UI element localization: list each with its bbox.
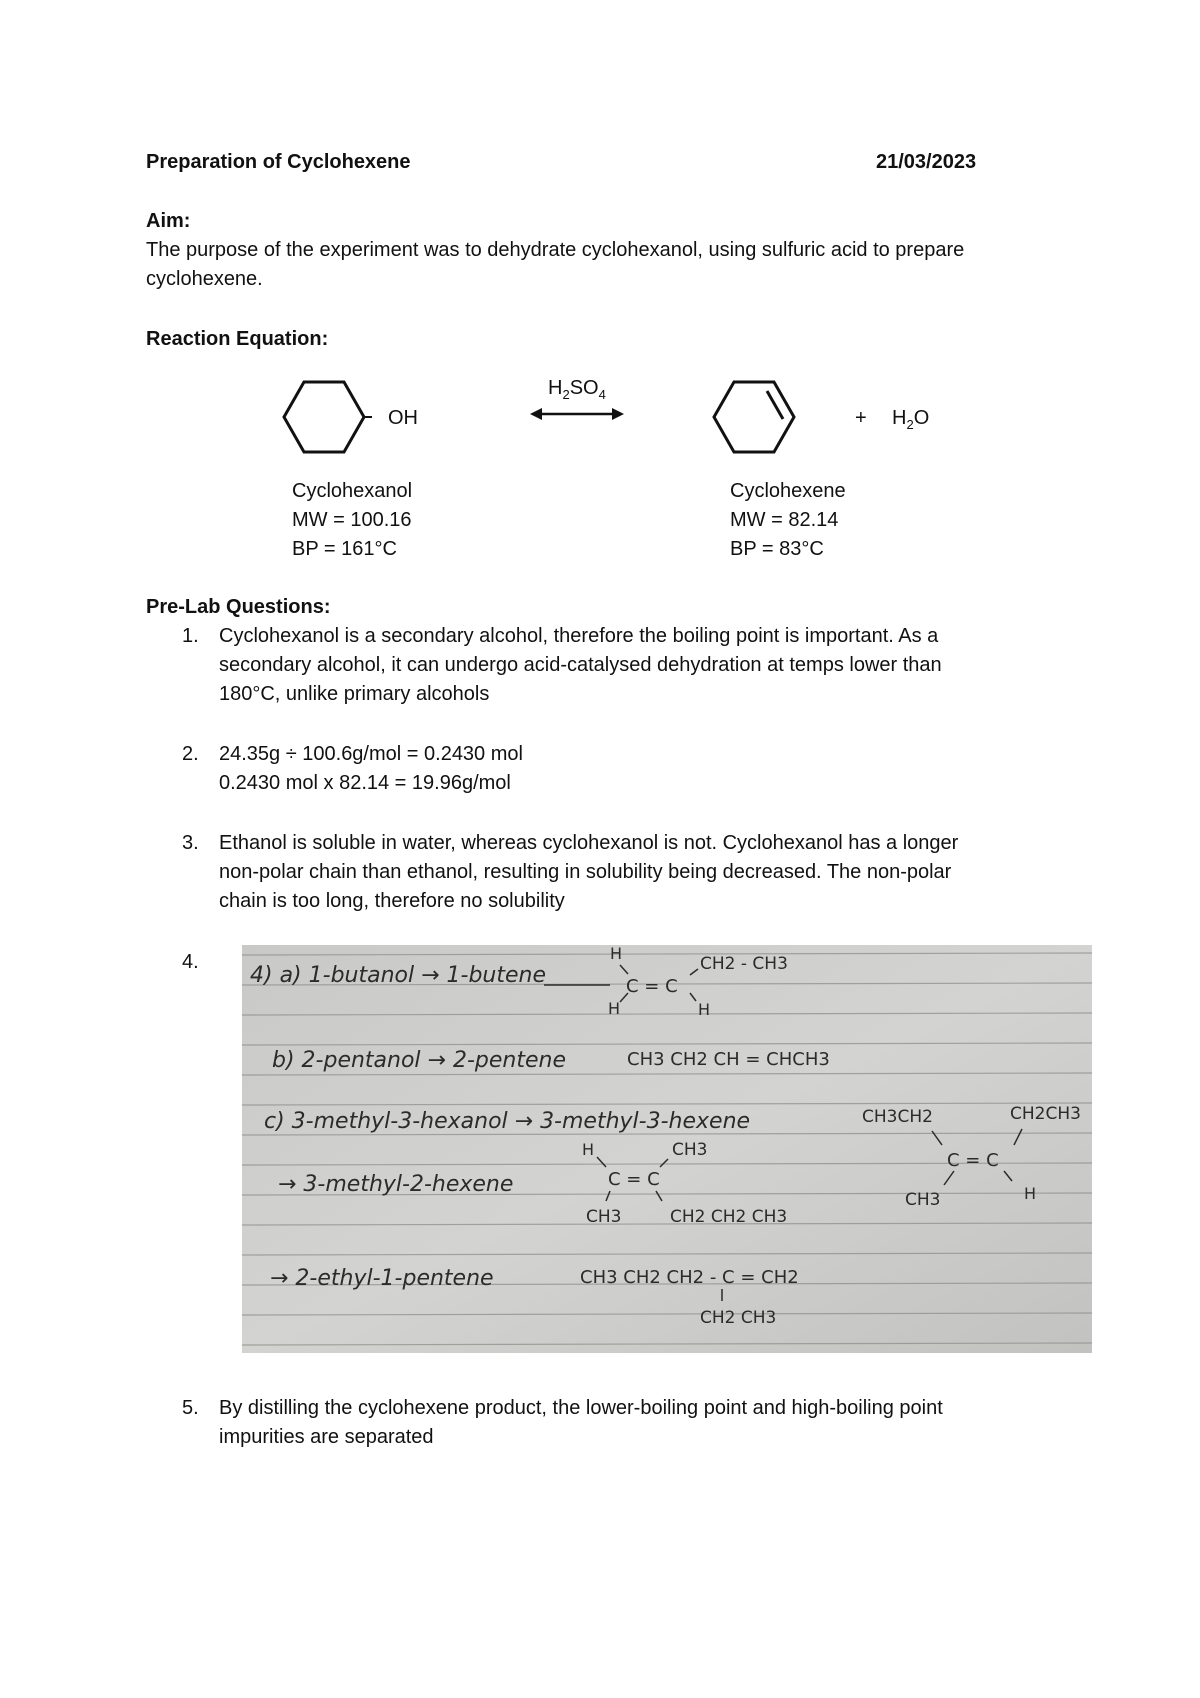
q5-line1: By distilling the cyclohexene product, the lower-boiling point and high-boiling point xyxy=(219,1397,943,1419)
reactant-name: Cyclohexanol xyxy=(292,480,413,502)
reactant-bp: BP = 161°C xyxy=(292,538,397,560)
q5-line2: impurities are separated xyxy=(219,1426,434,1448)
product-mw: MW = 82.14 xyxy=(730,509,839,531)
note-c-left-top: CH3CH2 xyxy=(862,1107,933,1127)
aim-text-line2: cyclohexene. xyxy=(146,268,263,290)
q2-number: 2. xyxy=(182,743,199,765)
note-b-label: b) 2-pentanol → 2-pentene xyxy=(272,1048,566,1073)
q4-number: 4. xyxy=(182,951,199,973)
note-c2-ch3-top: CH3 xyxy=(672,1140,708,1160)
q2-line2: 0.2430 mol x 82.14 = 19.96g/mol xyxy=(219,772,511,794)
q1-line1: Cyclohexanol is a secondary alcohol, therefore the boiling point is important. As a xyxy=(219,625,939,647)
catalyst-label: $H_2SO_4$ xyxy=(548,377,606,402)
note-c2-cc: C = C xyxy=(608,1169,660,1190)
reaction-equation xyxy=(280,365,960,465)
note-c-label: c) 3-methyl-3-hexanol → 3-methyl-3-hexene xyxy=(264,1109,751,1134)
note-c3-branch: CH2 CH3 xyxy=(700,1308,777,1328)
note-a-h-top: H xyxy=(610,945,623,963)
reaction-heading: Reaction Equation: xyxy=(146,328,329,350)
plus-sign: + xyxy=(855,407,867,429)
note-c3-label: → 2-ethyl-1-pentene xyxy=(270,1266,494,1291)
note-a-cc: C = C xyxy=(626,976,678,997)
product-name: Cyclohexene xyxy=(730,480,846,502)
note-c-right-bot: H xyxy=(1024,1184,1037,1203)
note-c2-chain: CH2 CH2 CH3 xyxy=(670,1207,788,1227)
q1-line3: 180°C, unlike primary alcohols xyxy=(219,683,490,705)
q3-line1: Ethanol is soluble in water, whereas cyclohexanol is not. Cyclohexanol has a longer xyxy=(219,832,959,854)
q5-number: 5. xyxy=(182,1397,199,1419)
document-title: Preparation of Cyclohexene xyxy=(146,151,411,173)
handwritten-note-photo xyxy=(242,945,1092,1353)
note-a-label: 4) a) 1-butanol → 1-butene xyxy=(250,963,547,988)
note-a-right-top: CH2 - CH3 xyxy=(700,954,788,974)
q3-number: 3. xyxy=(182,832,199,854)
water-label: $H_2O$ xyxy=(892,407,930,432)
q1-line2: secondary alcohol, it can undergo acid-catalysed dehydration at temps lower than xyxy=(219,654,942,676)
product-bp: BP = 83°C xyxy=(730,538,824,560)
reactant-mw: MW = 100.16 xyxy=(292,509,412,531)
q2-line1: 24.35g ÷ 100.6g/mol = 0.2430 mol xyxy=(219,743,523,765)
prelab-heading: Pre-Lab Questions: xyxy=(146,596,331,618)
aim-text-line1: The purpose of the experiment was to dehydrate cyclohexanol, using sulfuric acid to prepare xyxy=(146,239,965,261)
note-c-right-top: CH2CH3 xyxy=(1010,1104,1081,1124)
note-a-right-bot: H xyxy=(698,1000,711,1019)
note-b-formula: CH3 CH2 CH = CHCH3 xyxy=(627,1049,830,1070)
hydroxyl-label: OH xyxy=(388,407,418,429)
paper-background xyxy=(242,945,1092,1353)
arrow-left-head xyxy=(530,408,542,420)
note-c-cc: C = C xyxy=(947,1150,999,1171)
cyclohexanol-ring xyxy=(284,382,364,452)
note-c2-h: H xyxy=(582,1140,595,1159)
arrow-right-head xyxy=(612,408,624,420)
note-c2-label: → 3-methyl-2-hexene xyxy=(278,1172,514,1197)
aim-heading: Aim: xyxy=(146,210,191,232)
q3-line2: non-polar chain than ethanol, resulting in solubility being decreased. The non-polar xyxy=(219,861,952,883)
note-a-h-bot: H xyxy=(608,999,621,1018)
note-c2-ch3-bot: CH3 xyxy=(586,1207,622,1227)
q1-number: 1. xyxy=(182,625,199,647)
note-c3-formula: CH3 CH2 CH2 - C = CH2 xyxy=(580,1267,799,1288)
note-c-left-bot: CH3 xyxy=(905,1190,941,1210)
q3-line3: chain is too long, therefore no solubility xyxy=(219,890,565,912)
document-date: 21/03/2023 xyxy=(876,151,977,173)
